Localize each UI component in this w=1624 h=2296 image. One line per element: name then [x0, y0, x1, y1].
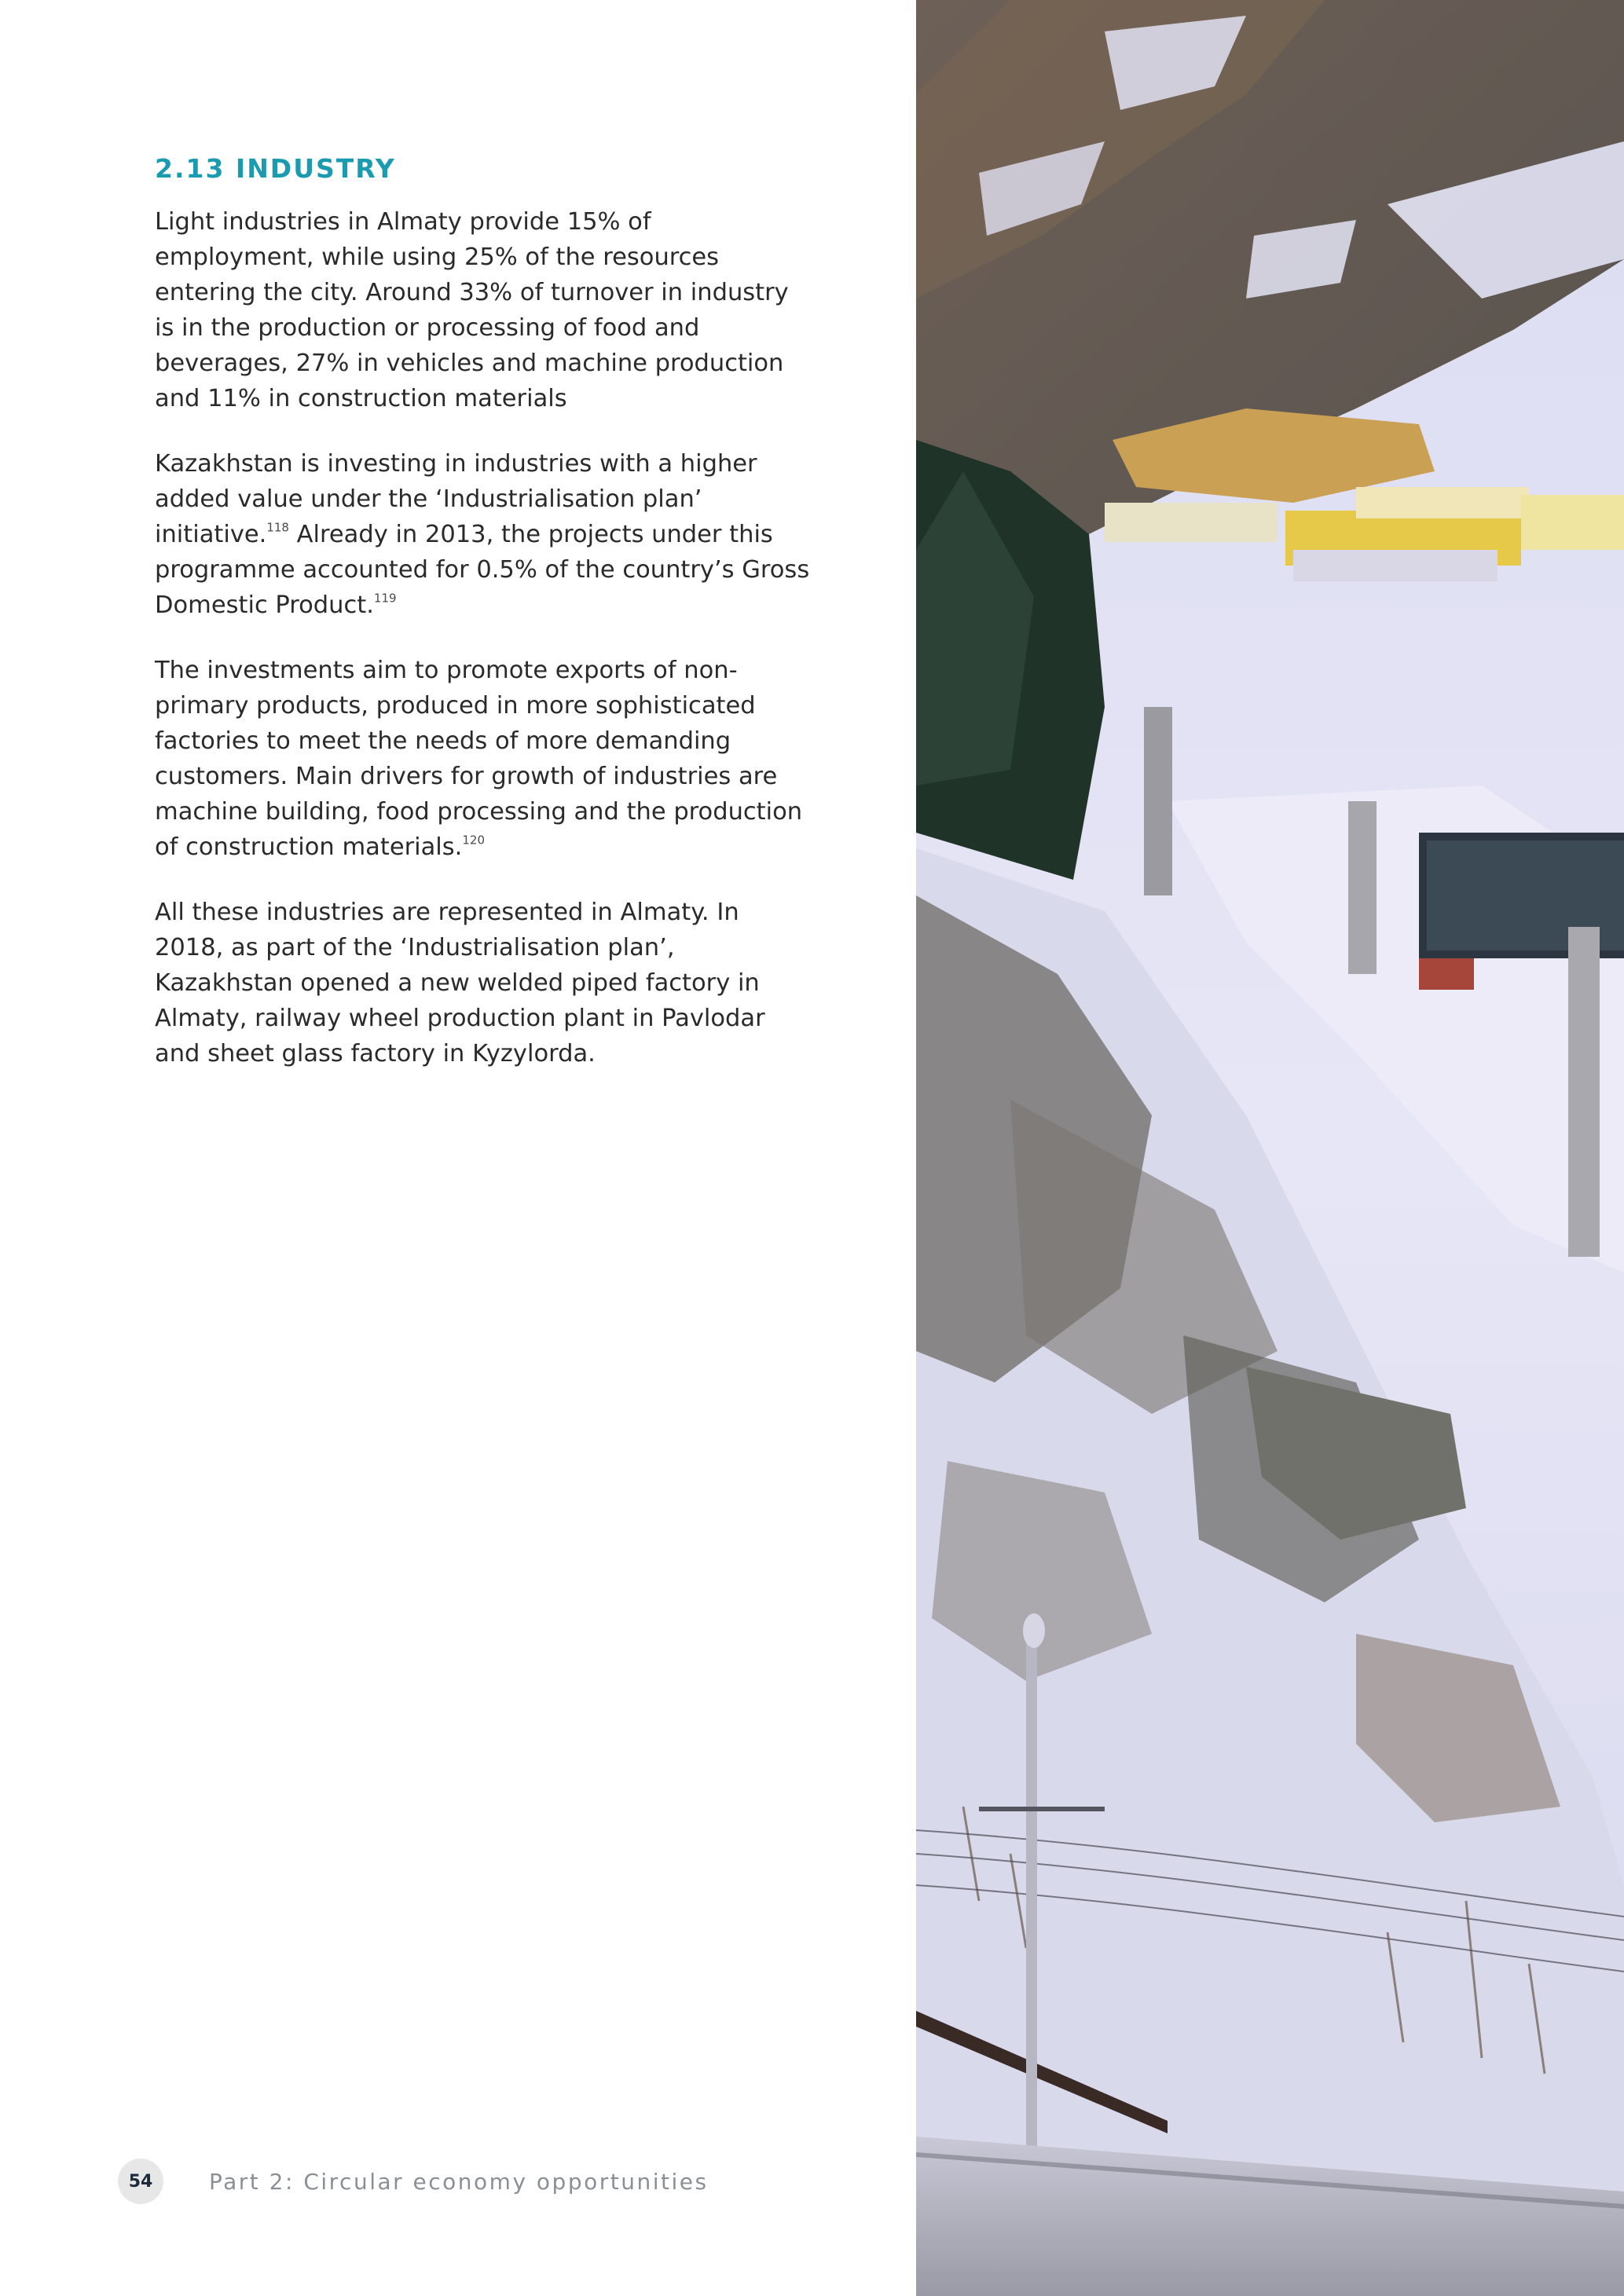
footnote-ref-118[interactable]: 118 [266, 520, 289, 535]
paragraph-text: Already in 2013, the projects under this programme accounted for 0.5% of the country’s Gross Domestic Product. [155, 521, 810, 619]
page-number-badge: 54 [118, 2159, 163, 2204]
footnote-ref-120[interactable]: 120 [462, 833, 485, 848]
text-column [155, 149, 815, 1101]
section-heading: 2.13 INDUSTRY [155, 153, 396, 184]
snowy-mountain-resort-image [916, 0, 1624, 2296]
footnote-ref-119[interactable]: 119 [373, 591, 397, 606]
paragraph-light-industries: Light industries in Almaty provide 15% of employment, while using 25% of the resources entering the city. Around 33% of turnover in industry is in the production or processing of food and beverages, 27% in vehicles and machine production and 11% in construction materials [155, 208, 789, 412]
paragraph-text: The investments aim to promote exports of non-primary products, produced in more sophisticated factories to meet the needs of more demanding customers. Main drivers for growth of industries are machine building, food processing and the production of construction materials. [155, 657, 803, 861]
paragraph-industrialisation-plan [155, 446, 815, 623]
footer-section-label: Part 2: Circular economy opportunities [209, 2168, 709, 2195]
page-footer [118, 2159, 709, 2204]
paragraph-industries-almaty: All these industries are represented in Almaty. In 2018, as part of the ‘Industrialisation plan’, Kazakhstan opened a new welded piped factory in Almaty, railway wheel production plant in Pavlodar and sheet glass factory in Kyzylorda. [155, 899, 765, 1067]
mountain-photo [916, 0, 1624, 2296]
paragraph-investments [155, 653, 815, 865]
paragraph-text: Kazakhstan is investing in industries with a higher added value under the ‘Industrialisation plan’ initiative. [155, 450, 757, 548]
